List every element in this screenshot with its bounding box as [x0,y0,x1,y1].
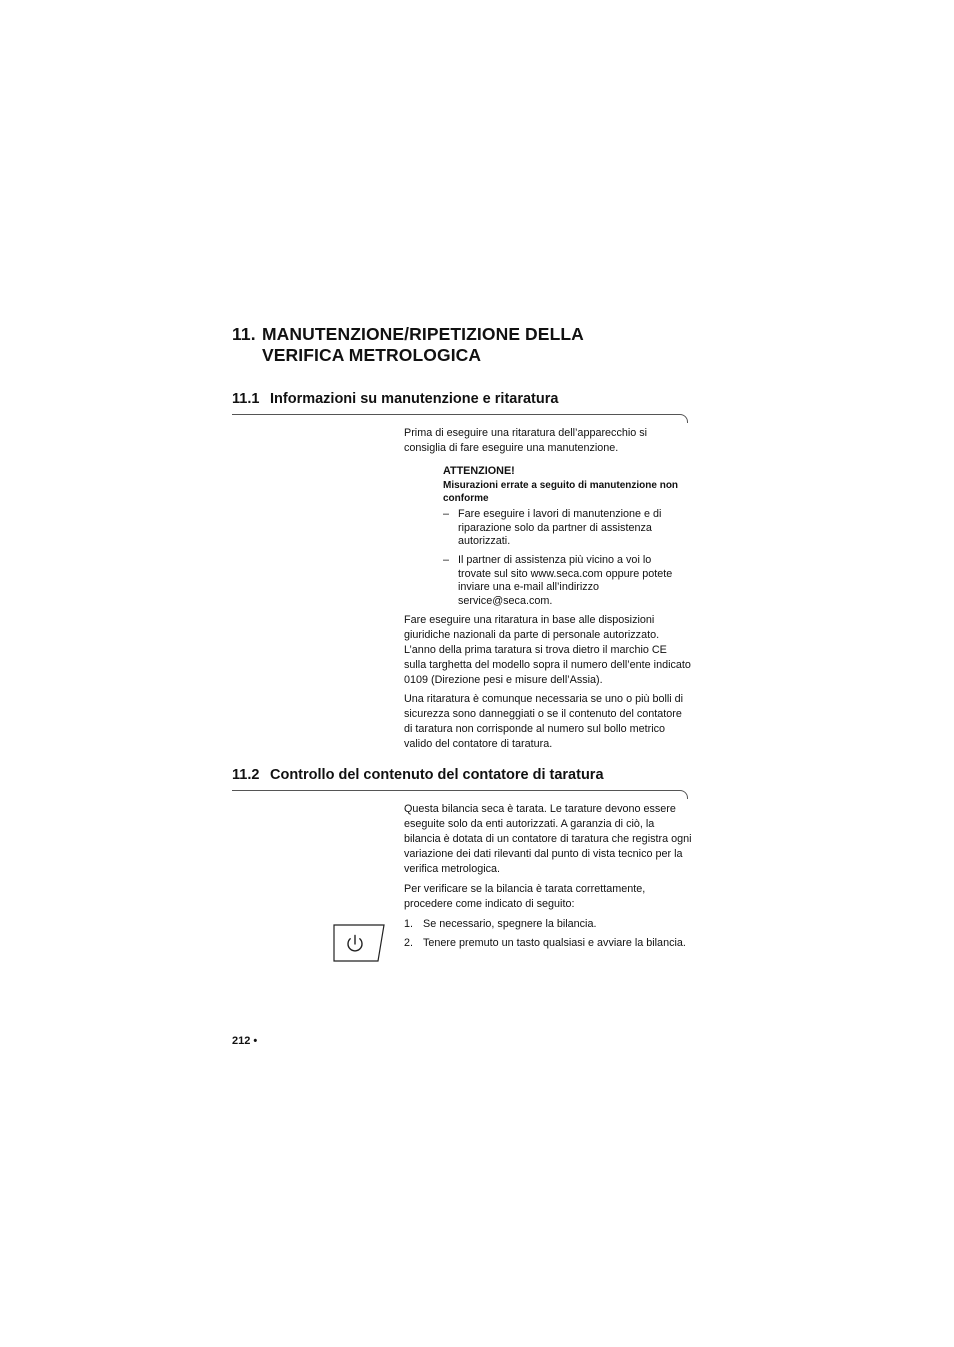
section-number: 11.1 [232,391,260,407]
intro-paragraph: Prima di eseguire una ritaratura dell’apparecchio si consiglia di fare eseguire una manutenzione. [404,427,648,454]
paragraph: Questa bilancia seca è tarata. Le tarature devono essere eseguite solo da enti autorizzati. A garanzia di ciò, la bilancia è dotata di un contatore di taratura che registra ogni variazione dei dati rilevanti dal punto di vista tecnico per la verifica metrologica. [404,803,692,875]
paragraph: Per verificare se la bilancia è tarata correttamente, procedere come indicato di seguito: [404,883,646,910]
section-divider [232,414,680,415]
warning-subheading: Misurazioni errate a seguito di manutenzione non conforme [443,480,679,504]
section-number: 11.2 [232,767,260,783]
section-title: Informazioni su manutenzione e ritaratura [270,391,559,407]
step-number: 1. [404,918,414,930]
warning-item-text: Il partner di assistenza più vicino a voi lo trovate sul sito www.seca.com oppure potete inviare una e-mail all’indirizzo service@seca.com. [458,554,673,607]
step-number: 2. [404,937,414,949]
warning-item [443,554,683,608]
chapter-title-line1: MANUTENZIONE/RIPETIZIONE DELLA [262,324,584,344]
paragraph: Una ritaratura è comunque necessaria se uno o più bolli di sicurezza sono danneggiati o se il contenuto del contatore di taratura non corrisponde al numero sul bollo metrico valido del contatore di taratura. [404,693,684,750]
warning-heading: ATTENZIONE! [443,465,515,477]
step-item [404,917,692,931]
chapter-title [232,324,702,366]
dash-bullet: – [443,554,450,566]
section-title: Controllo del contenuto del contatore di taratura [270,767,604,783]
page-number: 212 • [232,1035,258,1047]
section-divider-corner [679,790,688,799]
chapter-number: 11. [232,324,256,344]
section-divider-corner [679,414,688,423]
dash-bullet: – [443,508,450,520]
step-text: Se necessario, spegnere la bilancia. [423,918,597,930]
section-divider [232,790,680,791]
section-heading-11-2 [232,766,604,784]
warning-item-text: Fare eseguire i lavori di manutenzione e di riparazione solo da partner di assistenza autorizzati. [458,508,662,547]
step-item [404,936,692,950]
section-heading-11-1 [232,390,558,408]
chapter-title-line2: VERIFICA METROLOGICA [262,345,482,365]
paragraph: Fare eseguire una ritaratura in base alle disposizioni giuridiche nazionali da parte di personale autorizzato. L’anno della prima taratura si trova dietro il marchio CE sulla targhetta del modello sopra il numero dell’ente indicato 0109 (Direzione pesi e misure dell’Assia). [404,614,691,686]
power-key-icon [333,924,385,962]
warning-item [443,508,683,549]
step-text: Tenere premuto un tasto qualsiasi e avviare la bilancia. [423,937,686,949]
